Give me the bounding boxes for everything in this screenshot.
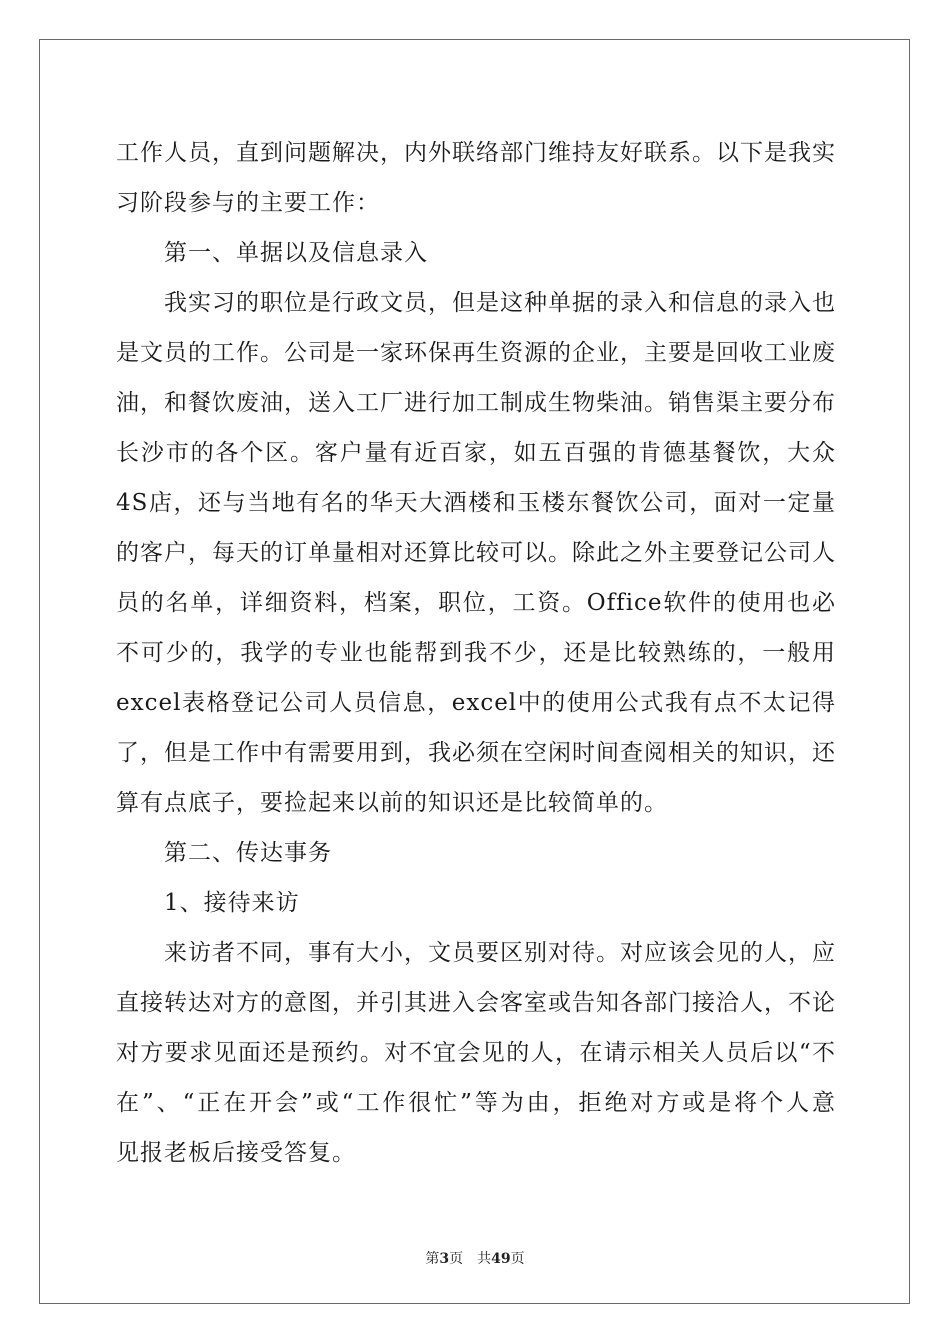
text-line: 长沙市的各个区。客户量有近百家，如五百强的肯德基餐饮，大众 xyxy=(116,440,836,466)
text-line: 4S店，还与当地有名的华天大酒楼和玉楼东餐饮公司，面对一定量 xyxy=(116,490,836,516)
text-line: 工作人员，直到问题解决，内外联络部门维持友好联系。以下是我实 xyxy=(116,140,836,166)
text-line: 了，但是工作中有需要用到，我必须在空闲时间查阅相关的知识，还 xyxy=(116,740,836,766)
section-heading: 第一、单据以及信息录入 xyxy=(164,240,428,266)
text-line: 是文员的工作。公司是一家环保再生资源的企业，主要是回收工业废 xyxy=(116,340,836,366)
text-line: 不可少的，我学的专业也能帮到我不少，还是比较熟练的，一般用 xyxy=(116,640,836,666)
page-suffix: 页 xyxy=(449,1251,464,1267)
text-line: 来访者不同，事有大小，文员要区别对待。对应该会见的人，应 xyxy=(164,940,836,966)
total-suffix: 页 xyxy=(510,1251,525,1267)
text-line: 的客户，每天的订单量相对还算比较可以。除此之外主要登记公司人 xyxy=(116,540,836,566)
total-page-number: 49 xyxy=(491,1251,511,1267)
text-line: 油，和餐饮废油，送入工厂进行加工制成生物柴油。销售渠主要分布 xyxy=(116,390,836,416)
text-line: 算有点底子，要捡起来以前的知识还是比较简单的。 xyxy=(116,790,668,816)
page-prefix: 第 xyxy=(425,1251,440,1267)
text-line: 我实习的职位是行政文员，但是这种单据的录入和信息的录入也 xyxy=(164,290,836,316)
text-line: 见报老板后接受答复。 xyxy=(116,1140,356,1166)
text-line: 习阶段参与的主要工作： xyxy=(116,190,380,216)
page-footer xyxy=(0,1248,950,1268)
document-body xyxy=(116,128,836,1178)
subsection-heading: 1、接待来访 xyxy=(164,890,300,916)
total-prefix: 共 xyxy=(477,1251,492,1267)
text-line: 直接转达对方的意图，并引其进入会客室或告知各部门接洽人，不论 xyxy=(116,990,836,1016)
text-line: 员的名单，详细资料，档案，职位，工资。Office软件的使用也必 xyxy=(116,590,836,616)
current-page-number: 3 xyxy=(439,1251,450,1267)
text-line: 在”、“正在开会”或“工作很忙”等为由，拒绝对方或是将个人意 xyxy=(116,1090,836,1116)
text-line: 对方要求见面还是预约。对不宜会见的人，在请示相关人员后以“不 xyxy=(116,1040,836,1066)
section-heading: 第二、传达事务 xyxy=(164,840,332,866)
text-line: excel表格登记公司人员信息，excel中的使用公式我有点不太记得 xyxy=(116,690,836,716)
